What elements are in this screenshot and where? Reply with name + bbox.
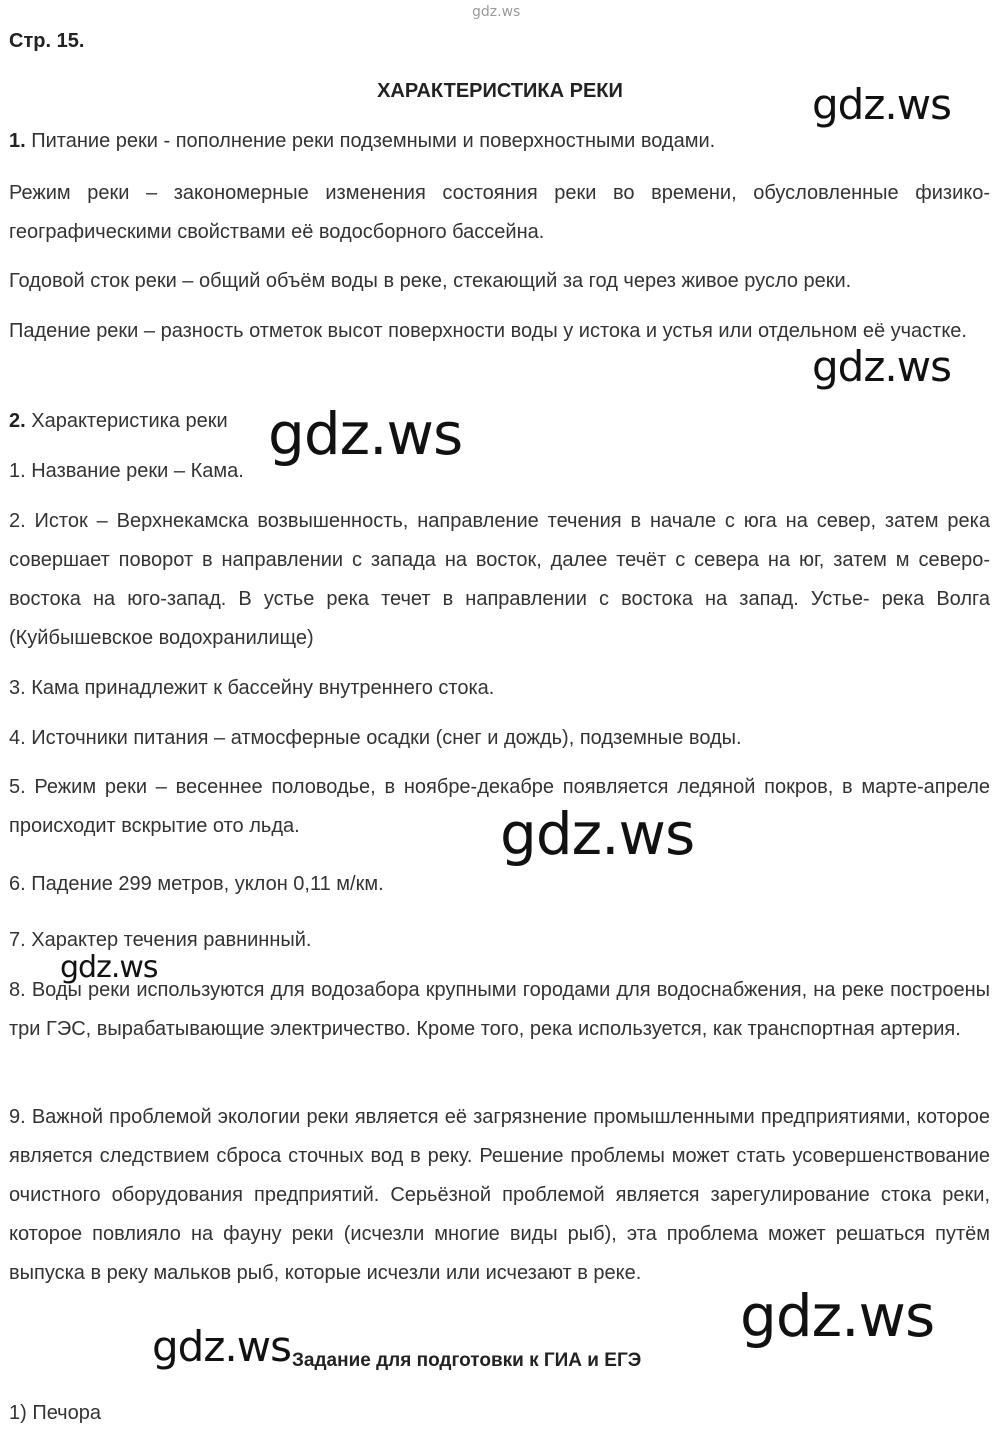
watermark-logo: gdz.ws [740,1282,935,1350]
watermark-logo: gdz.ws [812,80,951,129]
watermark-logo: gdz.ws [60,950,158,985]
section1-p3: Годовой сток реки – общий объём воды в реке, стекающий за год через живое русло реки. [9,270,852,292]
list-item: 8. Воды реки используются для водозабора крупными городами для водоснабжения, на реке построены три ГЭС, вырабатывающие электричество. Кроме того, река используется, как транспортная артерия. [9,979,990,1040]
list-item: 9. Важной проблемой экологии реки является её загрязнение промышленными предприятиями, которое является следствием сброса сточных вод в реку. Решение проблемы может стать усовершенствование очистного оборудования предприятий. Серьёзной проблемой является зарегулирование стока реки, которое повлияло на фауну реки (исчезли многие виды рыб), эта проблема может решаться путём выпуска в реку мальков рыб, которые исчезли или исчезают в реке. [9,1106,990,1284]
list-item: 4. Источники питания – атмосферные осадки (снег и дождь), подземные воды. [9,727,742,749]
watermark-logo: gdz.ws [812,342,951,391]
section2-title: Характеристика реки [31,410,228,432]
page-label: Стр. 15. [9,30,85,52]
watermark-logo: gdz.ws [268,400,463,468]
section2-heading [9,410,990,433]
section1-p1-text: Питание реки - пополнение реки подземными и поверхностными водами. [31,130,716,152]
watermark-top: gdz.ws [472,4,521,20]
list-item: 1. Название реки – Кама. [9,460,244,482]
list-item: 5. Режим реки – весеннее половодье, в ноябре-декабре появляется ледяной покров, в марте-апреле происходит вскрытие ото льда. [9,776,990,837]
watermark-logo: gdz.ws [152,1322,291,1371]
section1-p4: Падение реки – разность отметок высот поверхности воды у истока и устья или отдельном её участке. [9,320,967,342]
list-item: 3. Кама принадлежит к бассейну внутреннего стока. [9,677,495,699]
watermark-logo: gdz.ws [500,800,695,868]
section1-p1 [9,130,990,153]
answer-item: 1) Печора [9,1402,101,1424]
list-item: 7. Характер течения равнинный. [9,929,312,951]
list-item: 2. Исток – Верхнекамска возвышенность, направление течения в начале с юга на север, затем река совершает поворот в направлении с запада на восток, далее течёт с севера на юг, затем м северо-востока на юго-запад. В устье река течет в направлении с востока на запад. Устье- река Волга (Куйбышевское водохранилище) [9,510,990,649]
list-item: 6. Падение 299 метров, уклон 0,11 м/км. [9,873,384,895]
page-title: ХАРАКТЕРИСТИКА РЕКИ [377,80,623,102]
section1-p2: Режим реки – закономерные изменения состояния реки во времени, обусловленные физико-географическими свойствами её водосборного бассейна. [9,182,990,243]
task-heading: Задание для подготовки к ГИА и ЕГЭ [292,1350,642,1371]
section1-number: 1. [9,130,26,152]
section2-number: 2. [9,410,26,432]
